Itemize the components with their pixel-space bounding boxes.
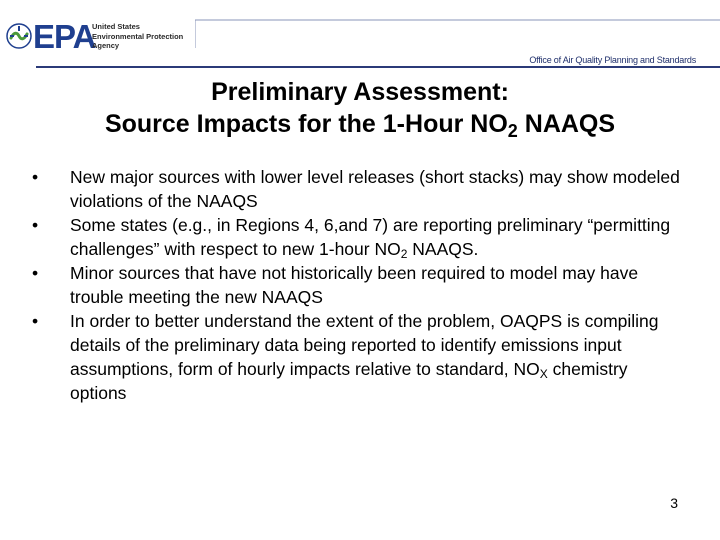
title-line-2-text: Source Impacts for the 1-Hour NO (104, 110, 508, 138)
slide-header (0, 0, 720, 72)
bullet-list (32, 165, 682, 405)
bullet-text-suffix: chemistry options (70, 359, 628, 403)
bullet-item (32, 309, 682, 405)
bullet-marker: • (32, 215, 39, 235)
bullet-marker: • (32, 311, 39, 331)
bullet-subscript: X (539, 367, 548, 381)
bullet-subscript: 2 (400, 247, 408, 261)
bullet-text: Minor sources that have not historically been required to model may have trouble meeting the new NAAQS (70, 263, 639, 307)
header-divider (36, 66, 720, 68)
bullet-text: Some states (e.g., in Regions 4, 6,and 7) are reporting preliminary “permitting challenges” with respect to new 1-hour NO (70, 215, 671, 259)
title-line-2-suffix: NAAQS (517, 110, 616, 138)
office-name: Office of Air Quality Planning and Standards (529, 55, 696, 65)
epa-emblem-icon (6, 23, 32, 49)
bullet-item (32, 213, 682, 261)
bullet-marker: • (32, 167, 39, 187)
epa-logo (0, 14, 195, 56)
bullet-text: In order to better understand the extent of the problem, OAQPS is compiling details of the preliminary data being reported to identify emissions input assumptions, form of hourly impacts relative to standard, NO (70, 311, 659, 379)
bullet-item (32, 165, 682, 213)
page-number: 3 (670, 495, 678, 511)
bullet-item (32, 261, 682, 309)
bullet-text: New major sources with lower level releases (short stacks) may show modeled violations of the NAAQS (70, 167, 680, 211)
agency-name: United States Environmental Protection Agency (92, 22, 184, 50)
title-subscript: 2 (507, 121, 518, 141)
bullet-marker: • (32, 263, 39, 283)
slide-title (0, 76, 720, 140)
epa-logo-text: EPA (33, 18, 96, 55)
bullet-text-suffix: NAAQS. (407, 239, 479, 259)
title-line-2 (0, 108, 720, 140)
title-line-1: Preliminary Assessment: (211, 78, 509, 106)
